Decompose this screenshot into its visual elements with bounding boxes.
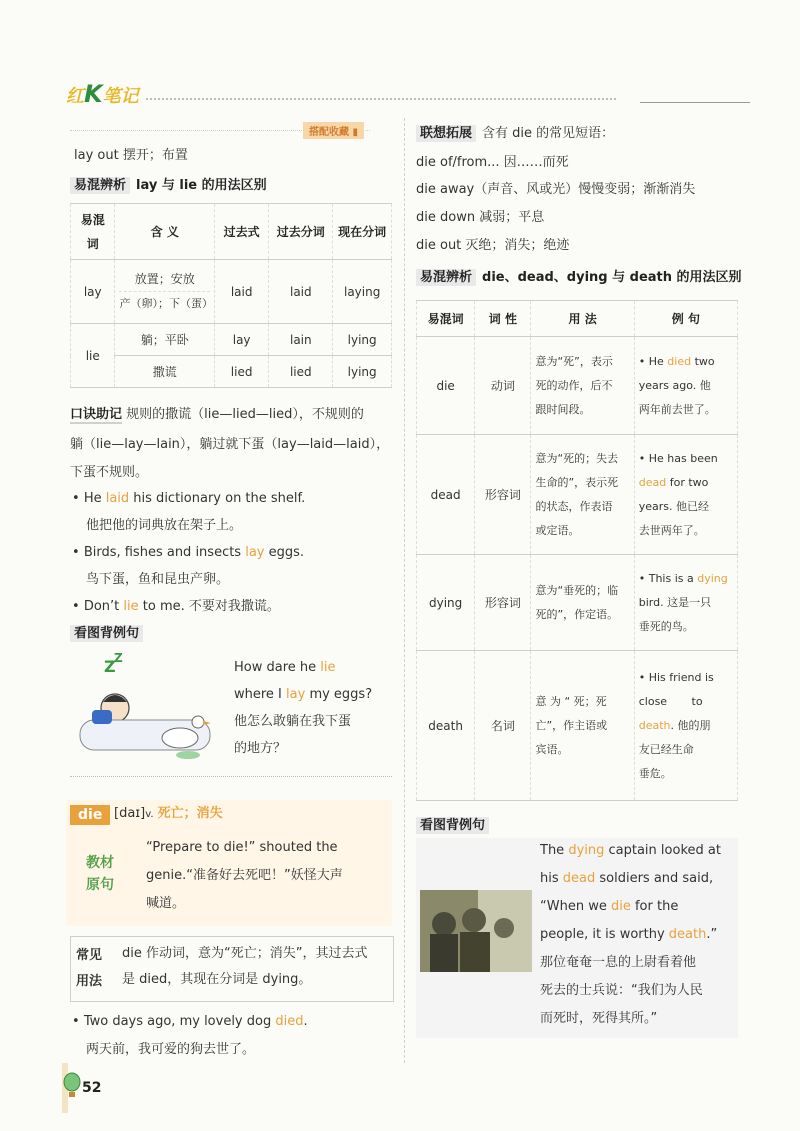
- t2-dead-word: dead: [417, 435, 475, 555]
- t2-dying-word: dying: [417, 555, 475, 651]
- die-forms-table: [416, 300, 738, 801]
- t1-head-past: 过去式: [214, 204, 268, 260]
- book-logo: 红K笔记: [66, 80, 139, 108]
- t1-head-word: 易混词: [71, 204, 115, 260]
- t2-dead-pos: 形容词: [475, 435, 531, 555]
- header-right-rule: [640, 88, 750, 103]
- left-pic-text-2: where I lay my eggs?: [234, 687, 373, 702]
- table-row: [417, 337, 738, 435]
- page-number: 52: [82, 1080, 102, 1096]
- t1-lay-word: lay: [71, 260, 115, 324]
- t1-head-meaning: 含 义: [115, 204, 215, 260]
- die-source-line-1: “Prepare to die!” shouted the: [146, 840, 338, 855]
- right-pic-text-6: 死去的士兵说：“我们为人民: [540, 983, 703, 998]
- svg-text:Z: Z: [104, 657, 116, 676]
- right-pic-text-7: 而死时，死得其所。”: [540, 1011, 658, 1026]
- t2-dying-usage: 意为“垂死的；临 死的”，作定语。: [531, 555, 634, 651]
- t2-dead-usage: 意为“死的；失去 生命的”，表示死 的状态，作表语 或定语。: [531, 435, 634, 555]
- mnemonic-line-1: 口诀助记 规则的撒谎（lie—lied—lied），不规则的: [70, 407, 364, 422]
- t2-death-example: • His friend is close to death. 他的朋 友已经生命 垂危。: [634, 651, 737, 801]
- mnemonic-line-3: 下蛋不规则。: [70, 465, 149, 480]
- mnemonic-label: 口诀助记: [70, 407, 123, 422]
- mix1-heading: [70, 176, 267, 196]
- t2-death-usage: 意 为 “ 死；死 亡”，作主语或 宾语。: [531, 651, 634, 801]
- t1-lie2-past: lied: [214, 356, 268, 388]
- t2-die-usage: 意为“死”，表示 死的动作，后不 跟时间段。: [531, 337, 634, 435]
- left-pic-text-1: How dare he lie: [234, 660, 336, 675]
- t1-lie1-past: lay: [214, 324, 268, 356]
- left-pic-text-4: 的地方？: [234, 741, 287, 756]
- example-lie: • Don’t lie to me. 不要对我撒谎。: [72, 597, 280, 617]
- right-pic-text-3: “When we die for the: [540, 899, 679, 914]
- table-row: [71, 260, 392, 324]
- lay-lie-table: [70, 203, 392, 388]
- balloon-icon: [62, 1072, 82, 1098]
- right-pic-text-5: 那位奄奄一息的上尉看着他: [540, 955, 697, 970]
- t1-lay-prp: laying: [333, 260, 392, 324]
- t1-head-pp: 过去分词: [269, 204, 333, 260]
- die-phonetic-meaning: [daɪ]v. 死亡；消失: [114, 806, 223, 821]
- t2-death-pos: 名词: [475, 651, 531, 801]
- phrase-die-out: die out 灭绝；消失；绝迹: [416, 238, 570, 253]
- assoc-heading: [416, 124, 614, 144]
- soldiers-photo: [420, 890, 532, 972]
- mix1-title: lay 与 lie 的用法区别: [136, 178, 267, 193]
- t2-dead-example: • He has been dead for two years. 他已经 去世两年了。: [634, 435, 737, 555]
- t2-dying-pos: 形容词: [475, 555, 531, 651]
- left-pic-text-3: 他怎么敢躺在我下蛋: [234, 714, 352, 729]
- t2-die-word: die: [417, 337, 475, 435]
- die-source-line-3: 喊道。: [146, 896, 186, 911]
- left-pic-heading: [70, 624, 149, 644]
- t2-die-example: • He died two years ago. 他 两年前去世了。: [634, 337, 737, 435]
- t2-head-usage: 用 法: [531, 301, 634, 337]
- left-pic-label: 看图背例句: [70, 625, 143, 642]
- t1-lay-past: laid: [214, 260, 268, 324]
- usage-line-2: 是 died，其现在分词是 dying。: [122, 972, 312, 987]
- textbook-source-label: 教材 原句: [86, 855, 114, 893]
- collect-tag: 搭配收藏 ▮: [303, 122, 364, 139]
- table-row: [71, 356, 392, 388]
- t2-head-word: 易混词: [417, 301, 475, 337]
- table-row: [71, 324, 392, 356]
- mix2-label: 易混辨析: [416, 269, 476, 286]
- table-row: [417, 435, 738, 555]
- t2-dying-example: • This is a dying bird. 这是一只 垂死的鸟。: [634, 555, 737, 651]
- t1-lie2-prp: lying: [333, 356, 392, 388]
- assoc-label: 联想拓展: [416, 125, 476, 142]
- t1-head-prp: 现在分词: [333, 204, 392, 260]
- example-laid-cn: 他把他的词典放在架子上。: [86, 518, 243, 533]
- svg-text:Z: Z: [114, 651, 123, 665]
- phrase-lay-out: lay out 摆开；布置: [74, 148, 188, 163]
- mix1-label: 易混辨析: [70, 177, 130, 194]
- t1-lie-word: lie: [71, 324, 115, 388]
- die-source-line-2: genie.“准备好去死吧！”妖怪大声: [146, 868, 343, 883]
- mix2-title: die、dead、dying 与 death 的用法区别: [482, 270, 742, 285]
- t2-head-example: 例 句: [634, 301, 737, 337]
- phrase-die-down: die down 减弱；平息: [416, 210, 545, 225]
- right-pic-text-4: people, it is worthy death.”: [540, 927, 718, 942]
- t2-death-word: death: [417, 651, 475, 801]
- right-pic-text-2: his dead soldiers and said,: [540, 871, 714, 886]
- example-laid: • He laid his dictionary on the shelf.: [72, 489, 305, 509]
- example-died-cn: 两天前，我可爱的狗去世了。: [86, 1042, 256, 1057]
- sleeping-boy-and-goose-illustration: [70, 650, 220, 765]
- example-died: • Two days ago, my lovely dog died.: [72, 1012, 308, 1032]
- example-lay-cn: 鸟下蛋，鱼和昆虫产卵。: [86, 572, 230, 587]
- table-row: [417, 555, 738, 651]
- die-headword: die: [70, 805, 110, 825]
- common-usage-label: 常见 用法: [76, 948, 103, 989]
- t2-die-pos: 动词: [475, 337, 531, 435]
- right-pic-label: 看图背例句: [416, 817, 489, 834]
- t1-lay-meaning: 放置；安放 产（卵）；下（蛋）: [115, 260, 215, 324]
- right-pic-text-1: The dying captain looked at: [540, 843, 721, 858]
- right-pic-heading: [416, 816, 495, 836]
- t1-lie1-prp: lying: [333, 324, 392, 356]
- table-row: [417, 651, 738, 801]
- example-lay: • Birds, fishes and insects lay eggs.: [72, 543, 304, 563]
- phrase-die-of: die of/from... 因……而死: [416, 155, 569, 170]
- t1-lie2-pp: lied: [269, 356, 333, 388]
- mnemonic-line-2: 躺（lie—lay—lain），躺过就下蛋（lay—laid—laid），: [70, 437, 390, 452]
- t2-head-pos: 词 性: [475, 301, 531, 337]
- column-divider: [404, 118, 405, 1063]
- t1-lay-pp: laid: [269, 260, 333, 324]
- t1-lie2-meaning: 撒谎: [115, 356, 215, 388]
- t1-lie1-meaning: 躺；平卧: [115, 324, 215, 356]
- left-pic-bottom-rule: [70, 776, 392, 777]
- assoc-title: 含有 die 的常见短语：: [482, 126, 615, 141]
- phrase-die-away: die away（声音、风或光）慢慢变弱；渐渐消失: [416, 182, 696, 197]
- usage-line-1: die 作动词，意为“死亡；消失”，其过去式: [122, 946, 368, 961]
- mix2-heading: [416, 268, 742, 288]
- t1-lie1-pp: lain: [269, 324, 333, 356]
- header-dotted-rule: [146, 98, 616, 100]
